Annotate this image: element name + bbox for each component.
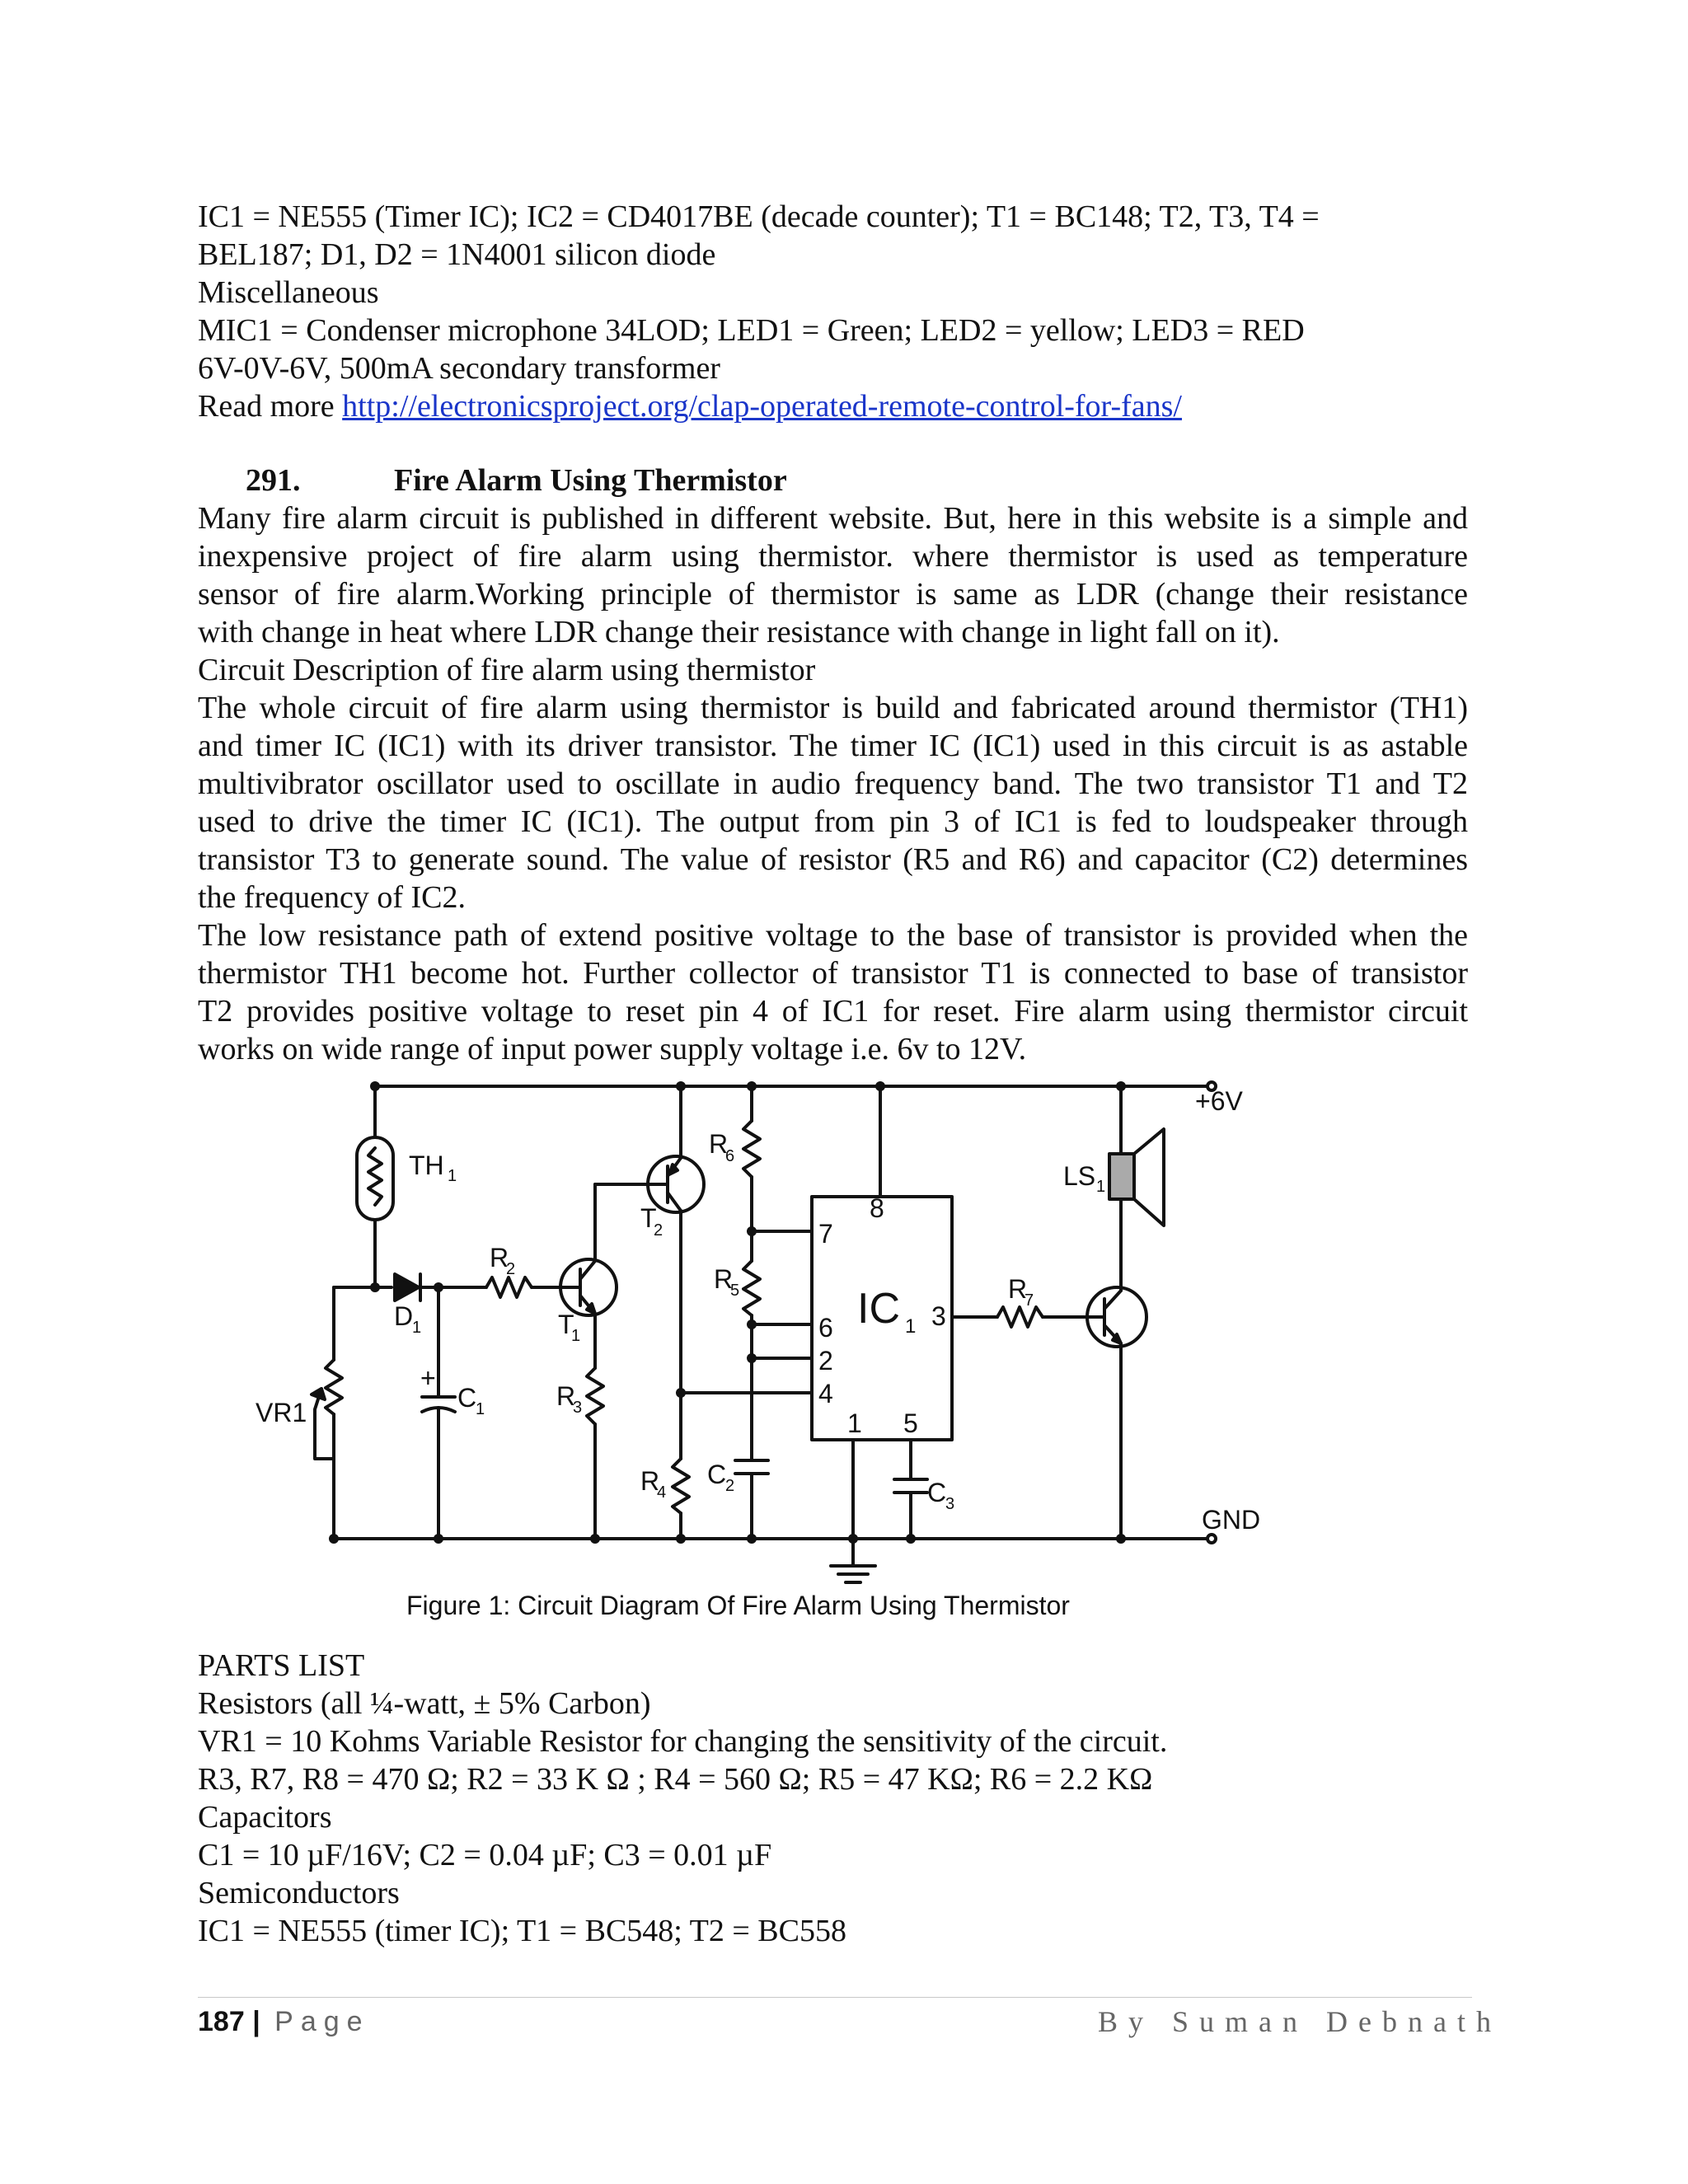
svg-text:1: 1 [905,1315,917,1338]
parts-line: Semiconductors [198,1876,400,1910]
pin-label: 7 [818,1219,833,1249]
text-line: BEL187; D1, D2 = 1N4001 silicon diode [198,237,716,272]
paragraph-line: with change in heat where LDR change their resistance with change in light fall on it). [198,615,1280,649]
paragraph-line: the frequency of IC2. [198,880,466,915]
c1-label: C [457,1383,477,1413]
svg-text:7: 7 [1025,1291,1034,1310]
svg-text:3: 3 [573,1399,583,1417]
paragraph-line: transistor T3 to generate sound. The value of resistor (R5 and R6) and capacitor (C2) determines [198,842,1468,877]
read-more-link[interactable]: http://electronicsproject.org/clap-operated-remote-control-for-fans/ [342,389,1182,424]
text-line: MIC1 = Condenser microphone 34LOD; LED1 = Green; LED2 = yellow; LED3 = RED [198,313,1305,348]
svg-text:4: 4 [657,1483,667,1502]
svg-text:1: 1 [448,1167,457,1185]
pin-label: 2 [818,1346,833,1376]
r5-label: R [714,1264,734,1294]
svg-text:1: 1 [412,1319,422,1337]
c3-label: C [927,1478,947,1507]
parts-line: VR1 = 10 Kohms Variable Resistor for changing the sensitivity of the circuit. [198,1724,1168,1759]
pin-label: 1 [847,1408,862,1438]
author-credit: By Suman Debnath [1098,2005,1502,2038]
paragraph-line: The low resistance path of extend positive voltage to the base of transistor is provided when the [198,918,1468,953]
parts-line: C1 = 10 µF/16V; C2 = 0.04 µF; C3 = 0.01 µF [198,1838,772,1872]
svg-text:6: 6 [725,1147,735,1165]
paragraph-line: used to drive the timer IC (IC1). The output from pin 3 of IC1 is fed to loudspeaker through [198,804,1468,839]
text-line: 6V-0V-6V, 500mA secondary transformer [198,351,720,386]
r6-label: R [709,1129,729,1159]
ic-label: IC [857,1285,900,1333]
figure-caption: Figure 1: Circuit Diagram Of Fire Alarm Using Thermistor [406,1591,1070,1620]
diode [395,1274,419,1301]
page-word: Page [274,2006,370,2037]
svg-text:3: 3 [945,1495,955,1513]
subheading: Circuit Description of fire alarm using thermistor [198,653,816,687]
parts-line: R3, R7, R8 = 470 Ω; R2 = 33 K Ω ; R4 = 560 Ω; R5 = 47 KΩ; R6 = 2.2 KΩ [198,1762,1153,1797]
svg-text:1: 1 [571,1327,581,1345]
th-label: TH [409,1151,444,1180]
footer-separator: | [252,2006,260,2037]
paragraph-line: Many fire alarm circuit is published in different website. But, here in this website is a simple and [198,501,1468,536]
pin-label: 5 [903,1408,918,1438]
text-line: IC1 = NE555 (Timer IC); IC2 = CD4017BE (decade counter); T1 = BC148; T2, T3, T4 = [198,199,1320,234]
svg-text:2: 2 [506,1260,516,1278]
r7-label: R [1008,1274,1028,1304]
svg-text:1: 1 [1096,1178,1106,1196]
parts-line: Capacitors [198,1800,332,1835]
footer-divider [198,1997,1472,1998]
c1-plus: + [420,1363,436,1393]
r2-label: R [490,1243,509,1272]
parts-line: IC1 = NE555 (timer IC); T1 = BC548; T2 = BC558 [198,1914,846,1948]
ls-label: LS [1063,1161,1096,1191]
section-number: 291. [246,463,301,498]
supply-label: +6V [1195,1086,1243,1116]
paragraph-line: inexpensive project of fire alarm using thermistor. where thermistor is used as temperature [198,539,1468,574]
pin-label: 6 [818,1313,833,1343]
paragraph-line: thermistor TH1 become hot. Further collector of transistor T1 is connected to base of transistor [198,956,1468,991]
vr1-label: VR1 [256,1398,307,1427]
text-line: Miscellaneous [198,275,379,310]
page-number: 187 [198,2006,245,2037]
d-label: D [394,1301,414,1331]
paragraph-line: sensor of fire alarm.Working principle of thermistor is same as LDR (change their resistance [198,577,1468,612]
paragraph-line: multivibrator oscillator used to oscillate in audio frequency band. The two transistor T1 and T2 [198,766,1468,801]
parts-list-title: PARTS LIST [198,1648,365,1683]
paragraph-line: T2 provides positive voltage to reset pin 4 of IC1 for reset. Fire alarm using thermistor circuit [198,994,1468,1029]
r3-label: R [556,1381,576,1411]
svg-text:1: 1 [476,1400,485,1418]
paragraph-line: and timer IC (IC1) with its driver transistor. The timer IC (IC1) used in this circuit is as astable [198,729,1468,763]
paragraph-line: works on wide range of input power supply voltage i.e. 6v to 12V. [198,1032,1027,1066]
ground-label: GND [1202,1505,1261,1535]
svg-text:2: 2 [725,1477,735,1495]
read-more-prefix: Read more [198,389,335,424]
pin-label: 8 [870,1193,884,1223]
pin-label: 4 [818,1379,833,1408]
t1-label: T [558,1310,574,1339]
pin-label: 3 [931,1301,946,1331]
paragraph-line: The whole circuit of fire alarm using thermistor is build and fabricated around thermistor (TH1) [198,691,1468,725]
r4-label: R [640,1466,660,1496]
svg-text:2: 2 [654,1221,663,1240]
section-title: Fire Alarm Using Thermistor [394,463,787,498]
parts-line: Resistors (all ¼-watt, ± 5% Carbon) [198,1686,651,1721]
t2-label: T [640,1203,657,1233]
loudspeaker [1109,1154,1134,1199]
c2-label: C [707,1460,727,1489]
page-footer-left [198,2006,370,2038]
svg-text:5: 5 [730,1282,740,1300]
